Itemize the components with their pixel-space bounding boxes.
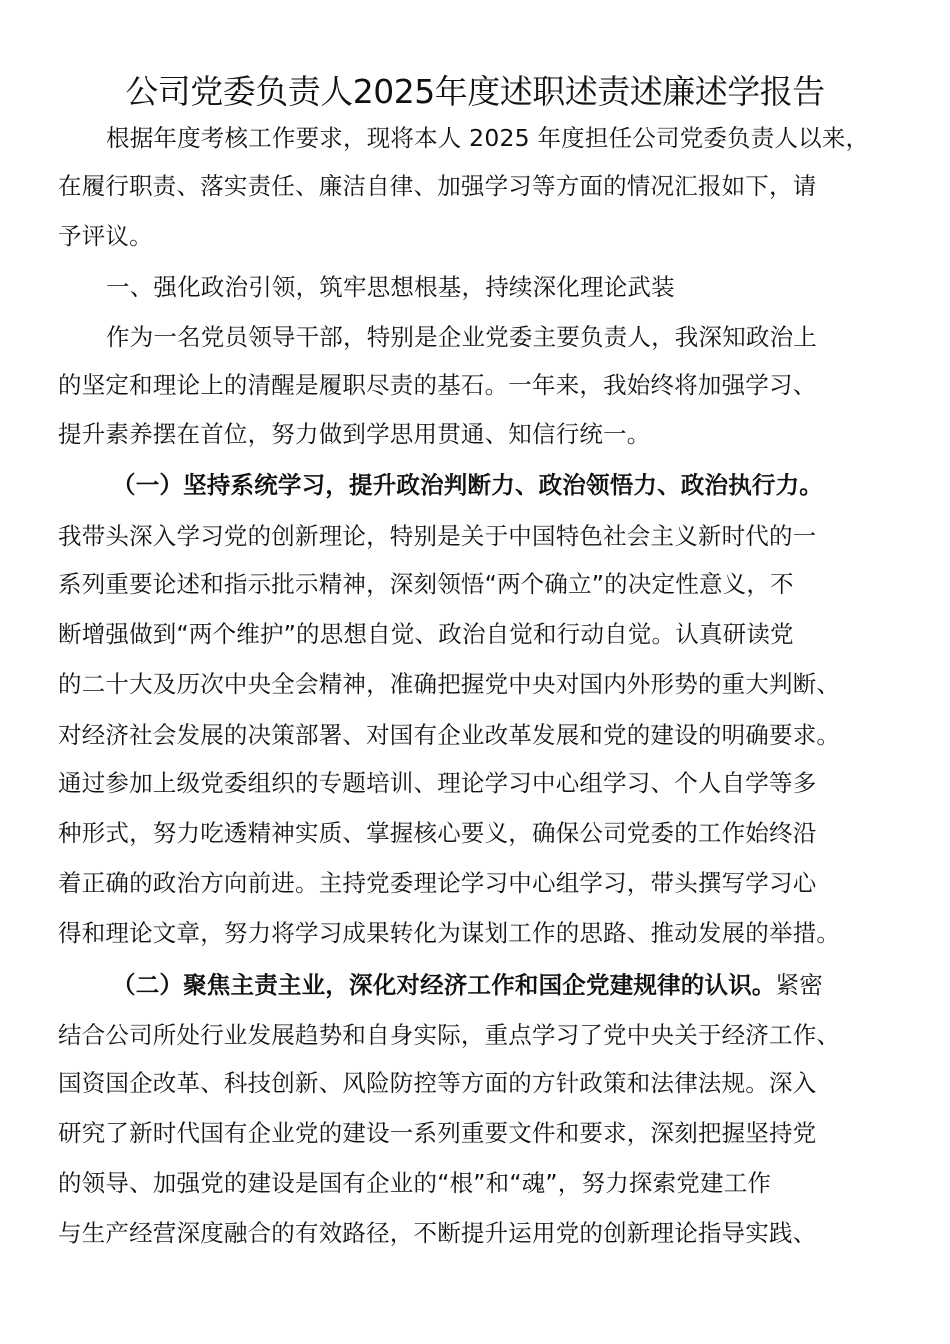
- paragraph-line: 国资国企改革、科技创新、风险防控等方面的方针政策和法律法规。深入: [58, 1069, 817, 1097]
- paragraph-line: 的领导、加强党的建设是国有企业的“根”和“魂”，努力探索党建工作: [58, 1169, 772, 1197]
- paragraph-line: 作为一名党员领导干部，特别是企业党委主要负责人，我深知政治上: [106, 323, 817, 351]
- subsection-heading: （一）坚持系统学习，提升政治判断力、政治领悟力、政治执行力。: [112, 471, 823, 499]
- paragraph-line: 与生产经营深度融合的有效路径，不断提升运用党的创新理论指导实践、: [58, 1219, 817, 1247]
- paragraph-line: 的二十大及历次中央全会精神，准确把握党中央对国内外形势的重大判断、: [58, 670, 841, 698]
- paragraph-line: 提升素养摆在首位，努力做到学思用贯通、知信行统一。: [58, 420, 651, 448]
- paragraph-line: 的坚定和理论上的清醒是履职尽责的基石。一年来，我始终将加强学习、: [58, 371, 817, 399]
- paragraph-text: 紧密: [775, 971, 824, 999]
- section-heading: 一、强化政治引领，筑牢思想根基，持续深化理论武装: [106, 273, 675, 301]
- paragraph-line: 种形式，努力吃透精神实质、掌握核心要义，确保公司党委的工作始终沿: [58, 819, 817, 847]
- paragraph-line: 在履行职责、落实责任、廉洁自律、加强学习等方面的情况汇报如下，请: [58, 172, 817, 200]
- paragraph-line: 断增强做到“两个维护”的思想自觉、政治自觉和行动自觉。认真研读党: [58, 620, 794, 648]
- paragraph-line: 我带头深入学习党的创新理论，特别是关于中国特色社会主义新时代的一: [58, 522, 817, 550]
- paragraph-line: 系列重要论述和指示批示精神，深刻领悟“两个确立”的决定性意义，不: [58, 570, 794, 598]
- paragraph-line: 着正确的政治方向前进。主持党委理论学习中心组学习，带头撰写学习心: [58, 869, 817, 897]
- subsection-heading: （二）聚焦主责主业，深化对经济工作和国企党建规律的认识。: [112, 971, 776, 999]
- paragraph-line: 予评议。: [58, 222, 153, 250]
- paragraph-line: 结合公司所处行业发展趋势和自身实际，重点学习了党中央关于经济工作、: [58, 1021, 841, 1049]
- paragraph-line: 通过参加上级党委组织的专题培训、理论学习中心组学习、个人自学等多: [58, 769, 817, 797]
- paragraph-line: 根据年度考核工作要求，现将本人 2025 年度担任公司党委负责人以来，: [106, 124, 870, 152]
- paragraph-line: 研究了新时代国有企业党的建设一系列重要文件和要求，深刻把握坚持党: [58, 1119, 817, 1147]
- paragraph-line: 对经济社会发展的决策部署、对国有企业改革发展和党的建设的明确要求。: [58, 721, 841, 749]
- document-title: 公司党委负责人2025年度述职述责述廉述学报告: [125, 72, 825, 111]
- paragraph-line: 得和理论文章，努力将学习成果转化为谋划工作的思路、推动发展的举措。: [58, 919, 841, 947]
- subsection-line: [112, 469, 823, 501]
- subsection-line: [112, 969, 823, 1001]
